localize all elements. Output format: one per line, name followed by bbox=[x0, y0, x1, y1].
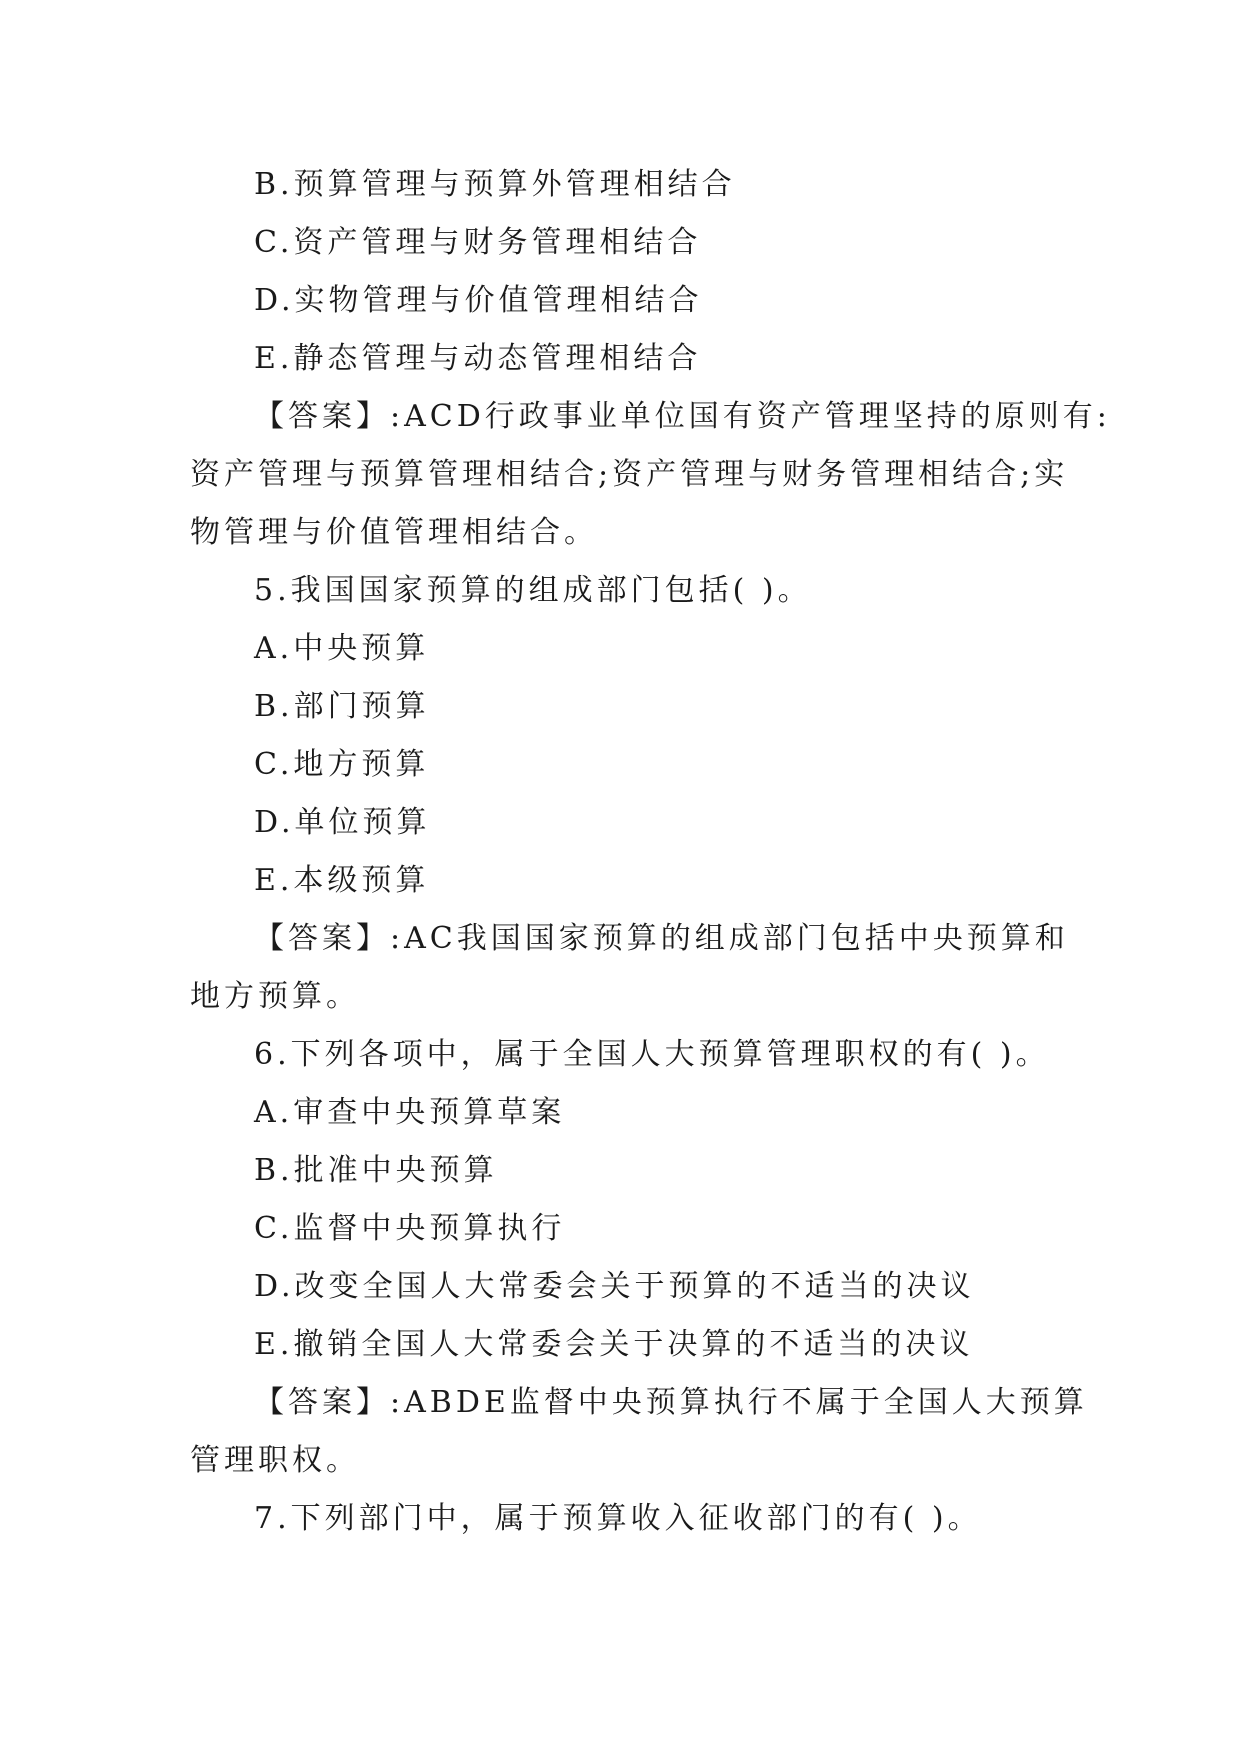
q4-answer-line-3: 物管理与价值管理相结合。 bbox=[190, 515, 598, 550]
q5-question: 5.我国国家预算的组成部门包括( )。 bbox=[254, 573, 812, 608]
q5-option-b: B.部门预算 bbox=[254, 689, 430, 724]
q4-answer-line-1: 【答案】:ACD行政事业单位国有资产管理坚持的原则有: bbox=[254, 399, 1111, 434]
q6-option-b: B.批准中央预算 bbox=[254, 1153, 498, 1188]
q5-answer-line-2: 地方预算。 bbox=[190, 979, 360, 1014]
q6-question: 6.下列各项中，属于全国人大预算管理职权的有( )。 bbox=[254, 1037, 1050, 1072]
q6-answer-line-1: 【答案】:ABDE监督中央预算执行不属于全国人大预算 bbox=[254, 1385, 1088, 1420]
q7-question: 7.下列部门中，属于预算收入征收部门的有( )。 bbox=[254, 1501, 982, 1536]
q6-option-d: D.改变全国人大常委会关于预算的不适当的决议 bbox=[254, 1269, 975, 1304]
q4-answer-line-2: 资产管理与预算管理相结合;资产管理与财务管理相结合;实 bbox=[190, 457, 1069, 492]
q4-option-b: B.预算管理与预算外管理相结合 bbox=[254, 167, 736, 202]
q5-option-d: D.单位预算 bbox=[254, 805, 431, 840]
q5-option-e: E.本级预算 bbox=[254, 863, 430, 898]
q6-option-c: C.监督中央预算执行 bbox=[254, 1211, 566, 1246]
q6-answer-line-2: 管理职权。 bbox=[190, 1443, 360, 1478]
q4-option-d: D.实物管理与价值管理相结合 bbox=[254, 283, 703, 318]
q4-option-e: E.静态管理与动态管理相结合 bbox=[254, 341, 702, 376]
q5-answer-line-1: 【答案】:AC我国国家预算的组成部门包括中央预算和 bbox=[254, 921, 1069, 956]
q6-option-a: A.审查中央预算草案 bbox=[254, 1095, 566, 1130]
q5-option-a: A.中央预算 bbox=[254, 631, 430, 666]
q4-option-c: C.资产管理与财务管理相结合 bbox=[254, 225, 702, 260]
q5-option-c: C.地方预算 bbox=[254, 747, 430, 782]
q6-option-e: E.撤销全国人大常委会关于决算的不适当的决议 bbox=[254, 1327, 974, 1362]
